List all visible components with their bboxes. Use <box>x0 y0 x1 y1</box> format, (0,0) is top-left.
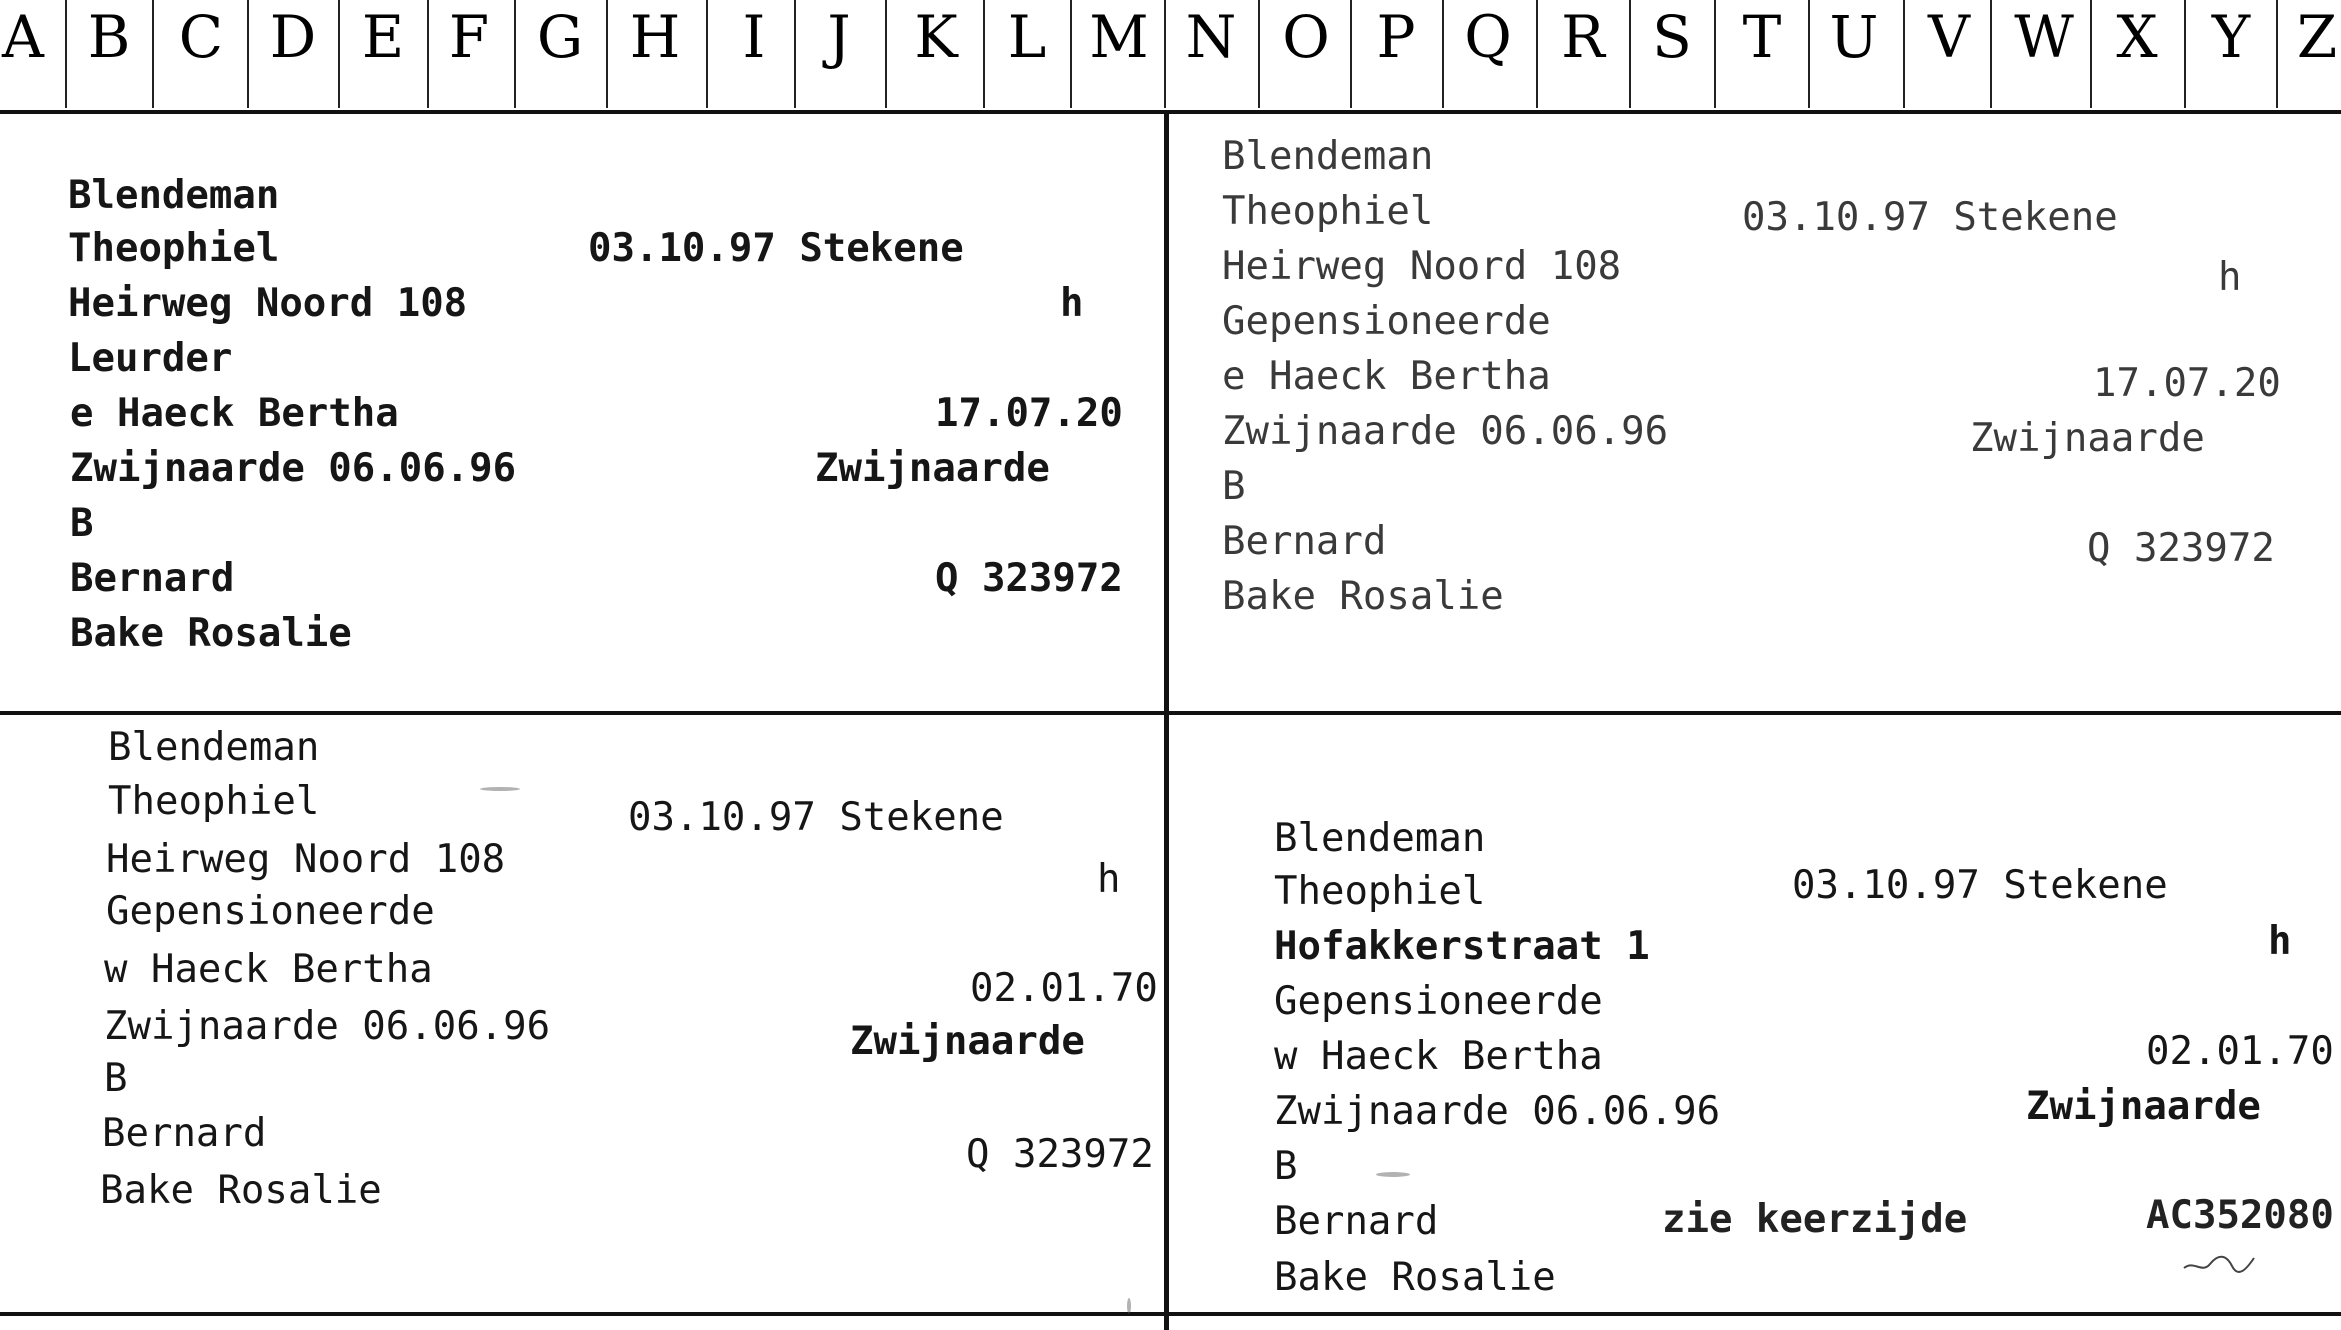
firstname: Theophiel <box>1222 189 1434 234</box>
mother-name: Bake Rosalie <box>1274 1255 1556 1300</box>
marriage-place-date: Zwijnaarde 06.06.96 <box>104 1004 551 1049</box>
index-divider <box>706 0 708 108</box>
sex-marker: h <box>2218 255 2242 300</box>
index-divider <box>1258 0 1260 108</box>
father-name: Bernard <box>1274 1199 1439 1244</box>
reverse-note-stamp: zie keerzijde <box>1662 1197 1968 1242</box>
index-letter-j: J <box>827 3 851 71</box>
surname: Blendeman <box>108 725 320 770</box>
index-letter-q: Q <box>1464 3 1512 71</box>
pen-scribble-mark <box>2180 1240 2260 1280</box>
index-letter-p: P <box>1376 3 1416 71</box>
marriage-place-date: Zwijnaarde 06.06.96 <box>1274 1089 1721 1134</box>
index-letter-g: G <box>536 3 584 71</box>
index-letter-z: Z <box>2296 3 2338 71</box>
index-divider <box>1714 0 1716 108</box>
spouse: w Haeck Bertha <box>1274 1034 1603 1079</box>
spouse: w Haeck Bertha <box>104 947 433 992</box>
marriage-place: Zwijnaarde <box>1970 416 2205 461</box>
sex-marker: h <box>1060 281 1084 326</box>
id-number: Q 323972 <box>935 556 1123 601</box>
index-letter-r: R <box>1561 3 1605 71</box>
index-letter-f: F <box>448 3 490 71</box>
spouse-date: 02.01.70 <box>970 966 1158 1011</box>
code-letter: B <box>70 501 94 546</box>
marriage-place-date: Zwijnaarde 06.06.96 <box>70 446 517 491</box>
index-divider <box>1070 0 1072 108</box>
index-letter-d: D <box>269 3 317 71</box>
marriage-place: Zwijnaarde <box>850 1019 1085 1064</box>
occupation: Gepensioneerde <box>1222 299 1551 344</box>
address: Heirweg Noord 108 <box>1222 244 1622 289</box>
mother-name: Bake Rosalie <box>100 1168 382 1213</box>
index-divider <box>885 0 887 108</box>
id-number: AC352080 <box>2146 1193 2334 1238</box>
firstname: Theophiel <box>1274 869 1486 914</box>
surname: Blendeman <box>1222 134 1434 179</box>
father-name: Bernard <box>1222 519 1387 564</box>
index-letter-n: N <box>1185 3 1237 71</box>
scan-speck <box>1376 1172 1410 1177</box>
scan-speck <box>480 787 520 791</box>
sex-marker: h <box>2268 919 2292 964</box>
row-divider <box>0 711 2341 715</box>
birth-date-place: 03.10.97 Stekene <box>628 795 1004 840</box>
index-letter-s: S <box>1652 3 1692 71</box>
index-letter-o: O <box>1282 3 1330 71</box>
spouse-date: 02.01.70 <box>2146 1029 2334 1074</box>
mother-name: Bake Rosalie <box>1222 574 1504 619</box>
index-letter-v: V <box>1928 3 1970 71</box>
header-rule <box>0 110 2341 114</box>
index-letter-c: C <box>178 3 224 71</box>
address: Hofakkerstraat 1 <box>1274 924 1650 969</box>
index-letter-e: E <box>361 3 405 71</box>
code-letter: B <box>1274 1144 1298 1189</box>
code-letter: B <box>1222 464 1246 509</box>
marriage-place-date: Zwijnaarde 06.06.96 <box>1222 409 1669 454</box>
index-divider <box>1990 0 1992 108</box>
index-letter-x: X <box>2116 3 2158 71</box>
spouse-date: 17.07.20 <box>935 391 1123 436</box>
index-letter-k: K <box>914 3 958 71</box>
code-letter: B <box>104 1056 128 1101</box>
index-letter-t: T <box>1742 3 1782 71</box>
surname: Blendeman <box>68 173 280 218</box>
index-letter-u: U <box>1829 3 1879 71</box>
bottom-rule <box>0 1312 2341 1316</box>
birth-date-place: 03.10.97 Stekene <box>1792 863 2168 908</box>
firstname: Theophiel <box>108 779 320 824</box>
index-letter-l: L <box>1007 3 1047 71</box>
marriage-place: Zwijnaarde <box>2026 1084 2261 1129</box>
spouse: e Haeck Bertha <box>1222 354 1551 399</box>
occupation: Gepensioneerde <box>106 889 435 934</box>
id-number: Q 323972 <box>2087 526 2275 571</box>
birth-date-place: 03.10.97 Stekene <box>1742 195 2118 240</box>
index-letter-h: H <box>629 3 681 71</box>
index-divider <box>152 0 154 108</box>
scan-speck <box>1127 1298 1131 1314</box>
surname: Blendeman <box>1274 816 1486 861</box>
marriage-place: Zwijnaarde <box>815 446 1050 491</box>
index-letter-i: I <box>742 3 766 71</box>
occupation: Gepensioneerde <box>1274 979 1603 1024</box>
address: Heirweg Noord 108 <box>106 837 506 882</box>
birth-date-place: 03.10.97 Stekene <box>588 226 964 271</box>
index-letter-m: M <box>1089 3 1149 71</box>
index-letter-a: A <box>2 3 44 71</box>
index-letter-b: B <box>87 3 131 71</box>
occupation: Leurder <box>68 336 233 381</box>
address: Heirweg Noord 108 <box>68 281 468 326</box>
sex-marker: h <box>1097 857 1121 902</box>
index-letter-y: Y <box>2211 3 2251 71</box>
father-name: Bernard <box>70 556 235 601</box>
mother-name: Bake Rosalie <box>70 611 352 656</box>
index-divider <box>606 0 608 108</box>
firstname: Theophiel <box>68 226 280 271</box>
index-letter-w: W <box>2014 3 2074 71</box>
spouse: e Haeck Bertha <box>70 391 399 436</box>
column-divider <box>1164 112 1169 1330</box>
spouse-date: 17.07.20 <box>2093 361 2281 406</box>
father-name: Bernard <box>102 1111 267 1156</box>
id-number: Q 323972 <box>966 1132 1154 1177</box>
alphabet-index-strip <box>0 0 2341 112</box>
